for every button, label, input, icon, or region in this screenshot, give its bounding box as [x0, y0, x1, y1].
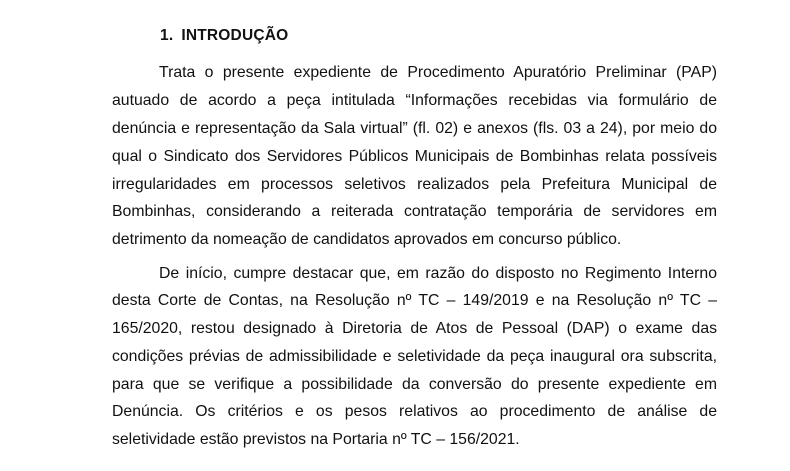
paragraph-2-line-6: Denúncia. Os critérios e os pesos relativos ao procedimento de análise de	[112, 403, 717, 420]
paragraph-1-line-3: denúncia e representação da Sala virtual” (fl. 02) e anexos (fls. 03 a 24), por meio do	[112, 120, 717, 137]
paragraph-1-line-6: Bombinhas, considerando a reiterada contratação temporária de servidores em	[112, 203, 717, 220]
paragraph-2-line-5: para que se verifique a possibilidade da conversão do presente expediente em	[112, 376, 717, 393]
paragraph-2-line-1: De início, cumpre destacar que, em razão do disposto no Regimento Interno	[159, 265, 717, 282]
paragraph-1-line-4: qual o Sindicato dos Servidores Públicos Municipais de Bombinhas relata possíveis	[112, 148, 717, 165]
paragraph-2-line-3: 165/2020, restou designado à Diretoria de Atos de Pessoal (DAP) o exame das	[112, 320, 717, 337]
paragraph-1-line-5: irregularidades em processos seletivos realizados pela Prefeitura Municipal de	[112, 176, 717, 193]
paragraph-1-line-2: autuado de acordo a peça intitulada “Informações recebidas via formulário de	[112, 92, 717, 109]
paragraph-1-line-1: Trata o presente expediente de Procedimento Apuratório Preliminar (PAP)	[159, 64, 717, 81]
section-number: 1.	[160, 27, 174, 44]
section-title: INTRODUÇÃO	[181, 27, 289, 44]
paragraph-2-line-4: condições prévias de admissibilidade e seletividade da peça inaugural ora subscrita,	[112, 348, 717, 365]
paragraph-1-line-7: detrimento da nomeação de candidatos aprovados em concurso público.	[112, 231, 622, 248]
paragraph-2-line-7: seletividade estão previstos na Portaria nº TC – 156/2021.	[112, 431, 520, 448]
paragraph-2-line-2: desta Corte de Contas, na Resolução nº TC – 149/2019 e na Resolução nº TC –	[112, 292, 717, 309]
section-heading	[160, 27, 288, 45]
